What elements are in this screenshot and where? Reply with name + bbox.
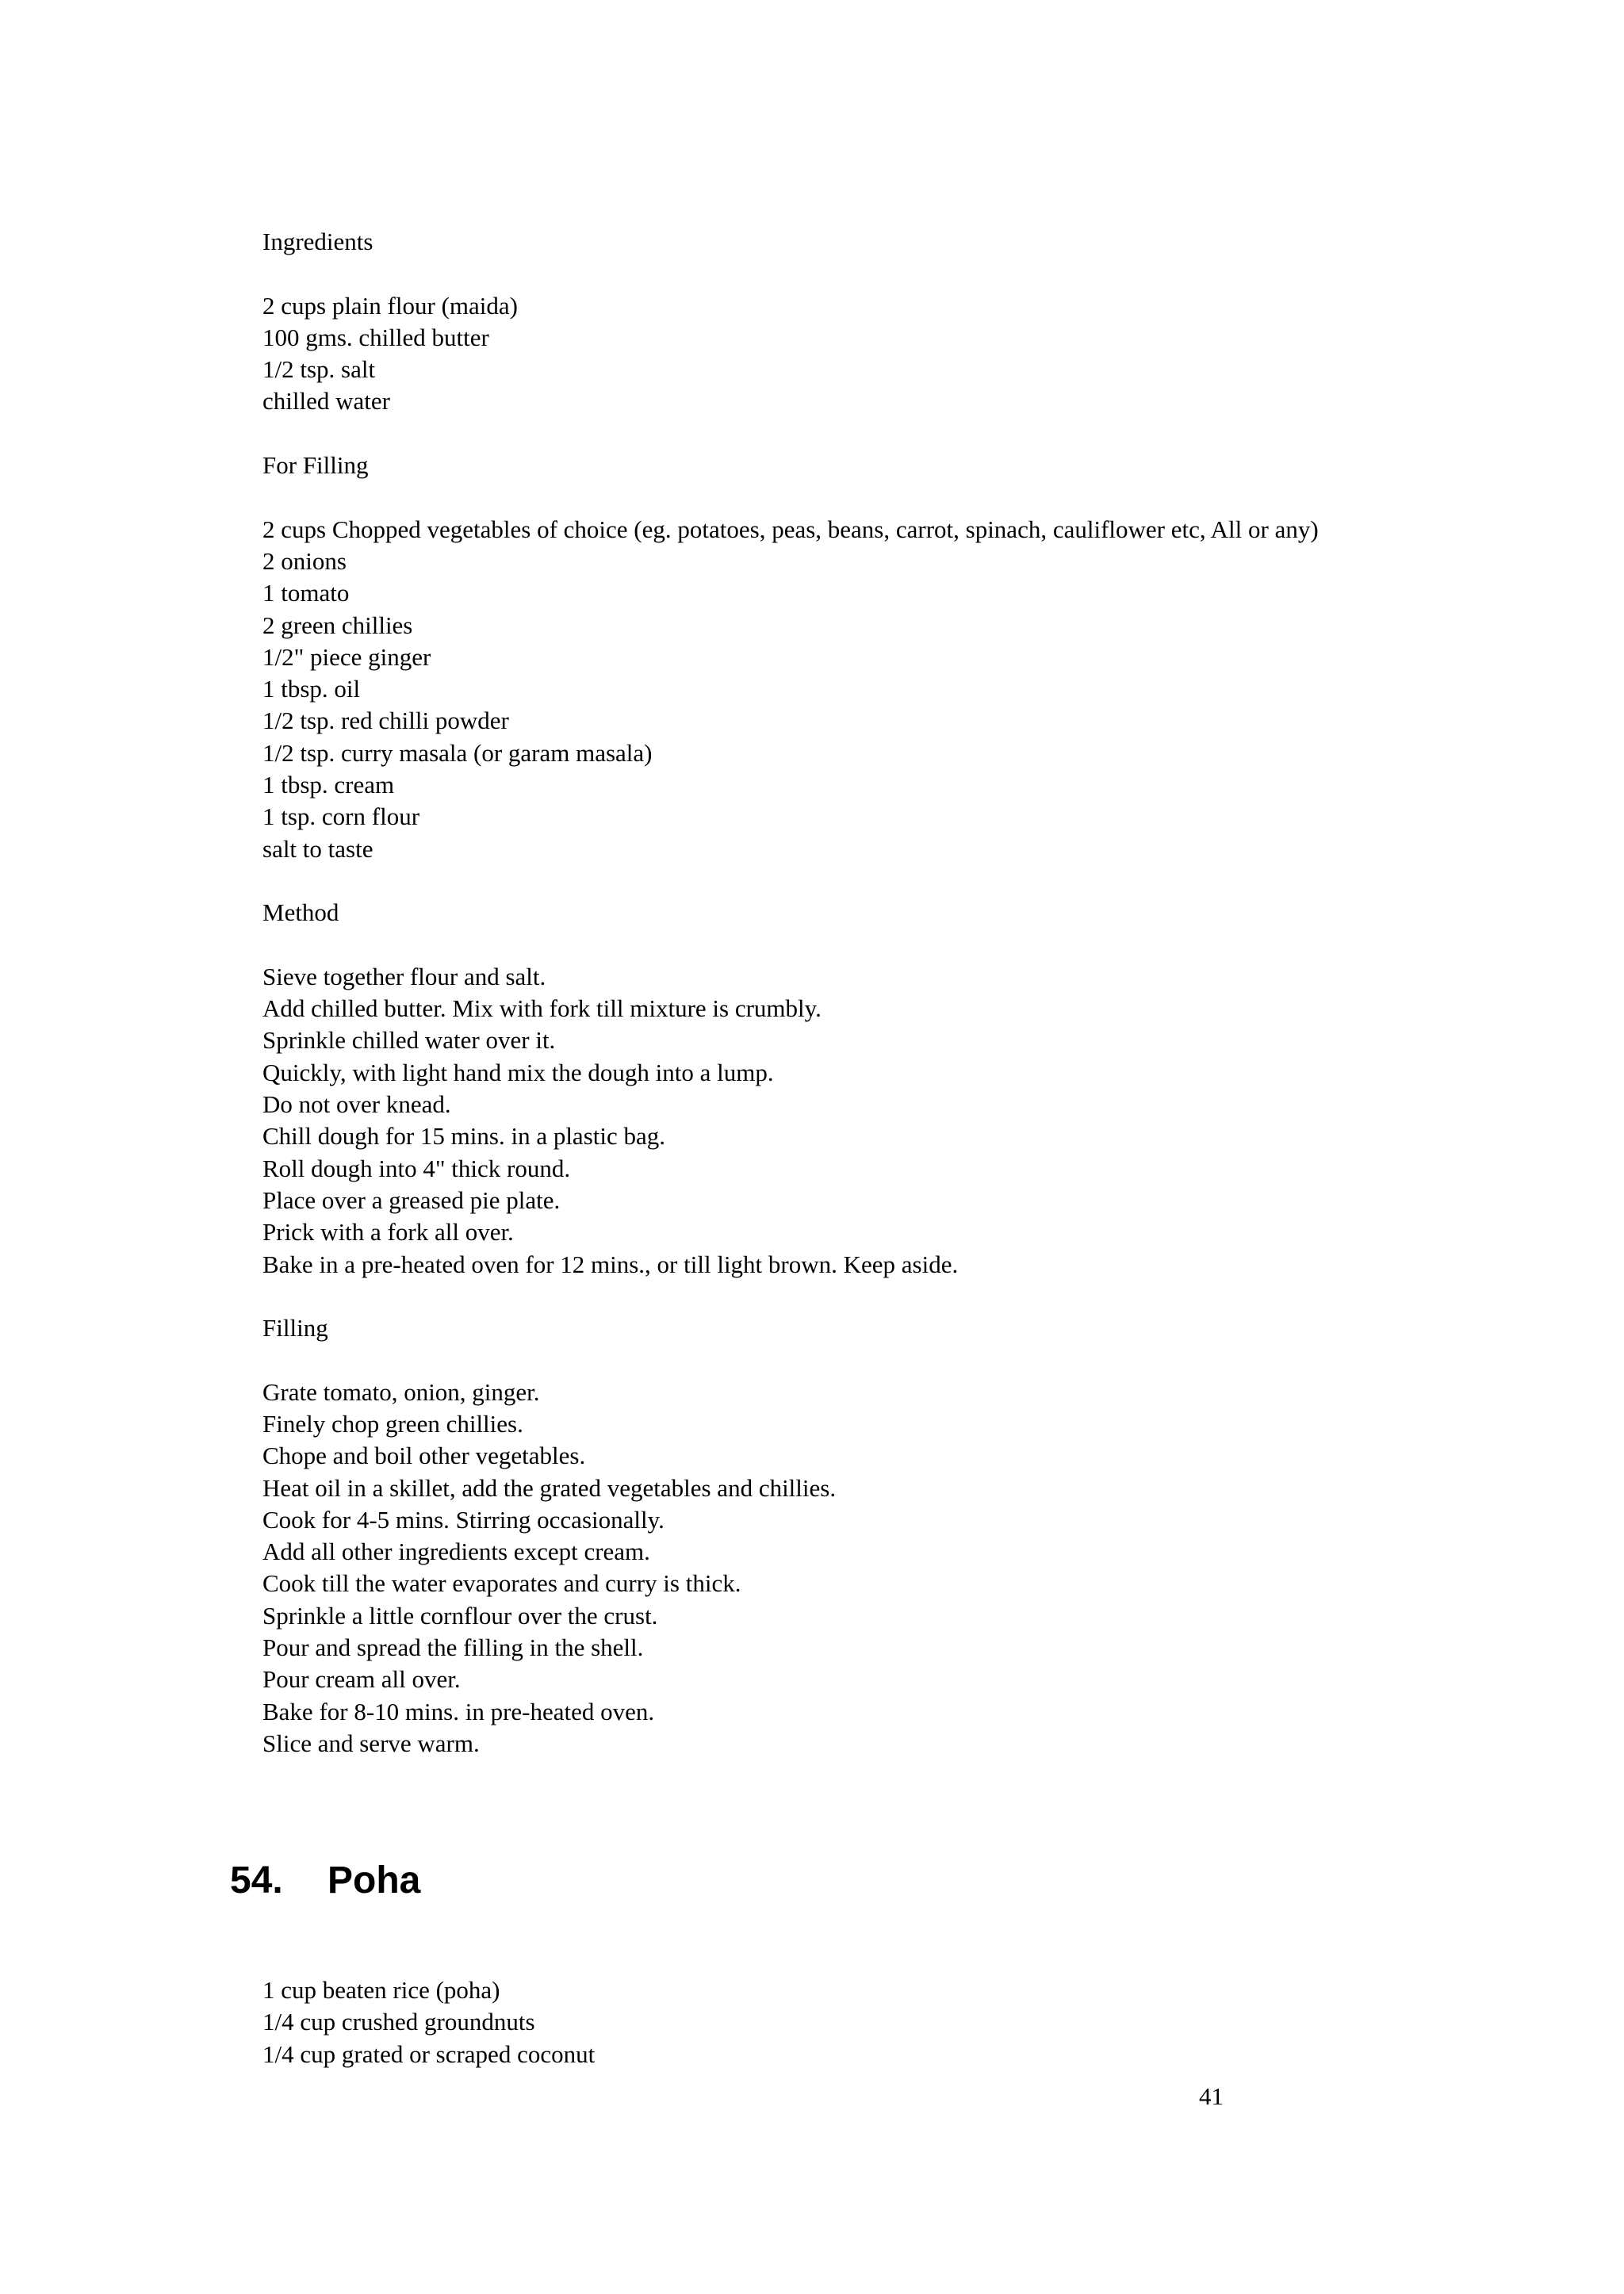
blank-line [262, 1281, 1319, 1312]
recipe-title: Poha [327, 1859, 421, 1901]
section-heading: Method [262, 898, 339, 927]
section-heading: Ingredients [262, 228, 373, 255]
list-item: Cook for 4-5 mins. Stirring occasionally. [262, 1505, 665, 1534]
list-item: Add chilled butter. Mix with fork till mixture is crumbly. [262, 994, 822, 1023]
list-item: Pour cream all over. [262, 1665, 461, 1694]
recipe-number: 54. [230, 1859, 283, 1901]
list-item: Grate tomato, onion, ginger. [262, 1377, 540, 1406]
list-item: Quickly, with light hand mix the dough into a lump. [262, 1058, 774, 1086]
list-item: 2 cups plain flour (maida) [262, 291, 518, 320]
list-item: 1/2" piece ginger [262, 642, 431, 671]
blank-line [262, 258, 1319, 289]
list-item: chilled water [262, 387, 390, 416]
list-item: 1/4 cup crushed groundnuts [262, 2008, 535, 2036]
list-item: 1 tbsp. oil [262, 675, 361, 703]
list-item: Sprinkle a little cornflour over the crust. [262, 1601, 658, 1630]
blank-line [262, 865, 1319, 897]
section-heading: Filling [262, 1314, 328, 1342]
list-item: 1/2 tsp. curry masala (or garam masala) [262, 738, 653, 767]
list-item: Do not over knead. [262, 1090, 451, 1119]
list-item: Heat oil in a skillet, add the grated vegetables and chillies. [262, 1473, 837, 1502]
list-item: Add all other ingredients except cream. [262, 1538, 650, 1566]
page-number: 41 [1199, 2082, 1224, 2110]
list-item: 2 onions [262, 546, 347, 575]
list-item: Finely chop green chillies. [262, 1409, 523, 1438]
list-item: Pour and spread the filling in the shell. [262, 1633, 644, 1662]
list-item: salt to taste [262, 834, 373, 863]
list-item: 1/4 cup grated or scraped coconut [262, 2039, 596, 2068]
previous-recipe-content [262, 226, 1319, 1760]
section-heading: For Filling [262, 451, 369, 480]
list-item: 1 tsp. corn flour [262, 802, 420, 831]
list-item: Sieve together flour and salt. [262, 962, 546, 990]
list-item: 2 green chillies [262, 611, 413, 639]
blank-line [262, 481, 1319, 513]
list-item: 100 gms. chilled butter [262, 323, 489, 351]
list-item: Roll dough into 4" thick round. [262, 1154, 571, 1182]
blank-line [262, 1344, 1319, 1376]
list-item: Bake for 8-10 mins. in pre-heated oven. [262, 1697, 655, 1725]
list-item: 1/2 tsp. salt [262, 355, 376, 384]
list-item: Bake in a pre-heated oven for 12 mins., or till light brown. Keep aside. [262, 1250, 959, 1278]
list-item: Cook till the water evaporates and curry is thick. [262, 1569, 741, 1598]
list-item: 1 tbsp. cream [262, 771, 395, 799]
list-item: Chope and boil other vegetables. [262, 1442, 586, 1470]
list-item: Place over a greased pie plate. [262, 1185, 561, 1214]
blank-line [262, 418, 1319, 450]
list-item: 1 tomato [262, 579, 350, 607]
list-item: 1 cup beaten rice (poha) [262, 1976, 500, 2004]
blank-line [262, 929, 1319, 961]
list-item: Chill dough for 15 mins. in a plastic bag. [262, 1122, 666, 1151]
list-item: Sprinkle chilled water over it. [262, 1026, 556, 1055]
list-item: 2 cups Chopped vegetables of choice (eg. potatoes, peas, beans, carrot, spinach, cauliflower etc, All or any) [262, 515, 1319, 543]
poha-ingredients-list [262, 1974, 595, 2070]
list-item: 1/2 tsp. red chilli powder [262, 707, 509, 735]
list-item: Prick with a fork all over. [262, 1218, 514, 1247]
list-item: Slice and serve warm. [262, 1729, 480, 1757]
